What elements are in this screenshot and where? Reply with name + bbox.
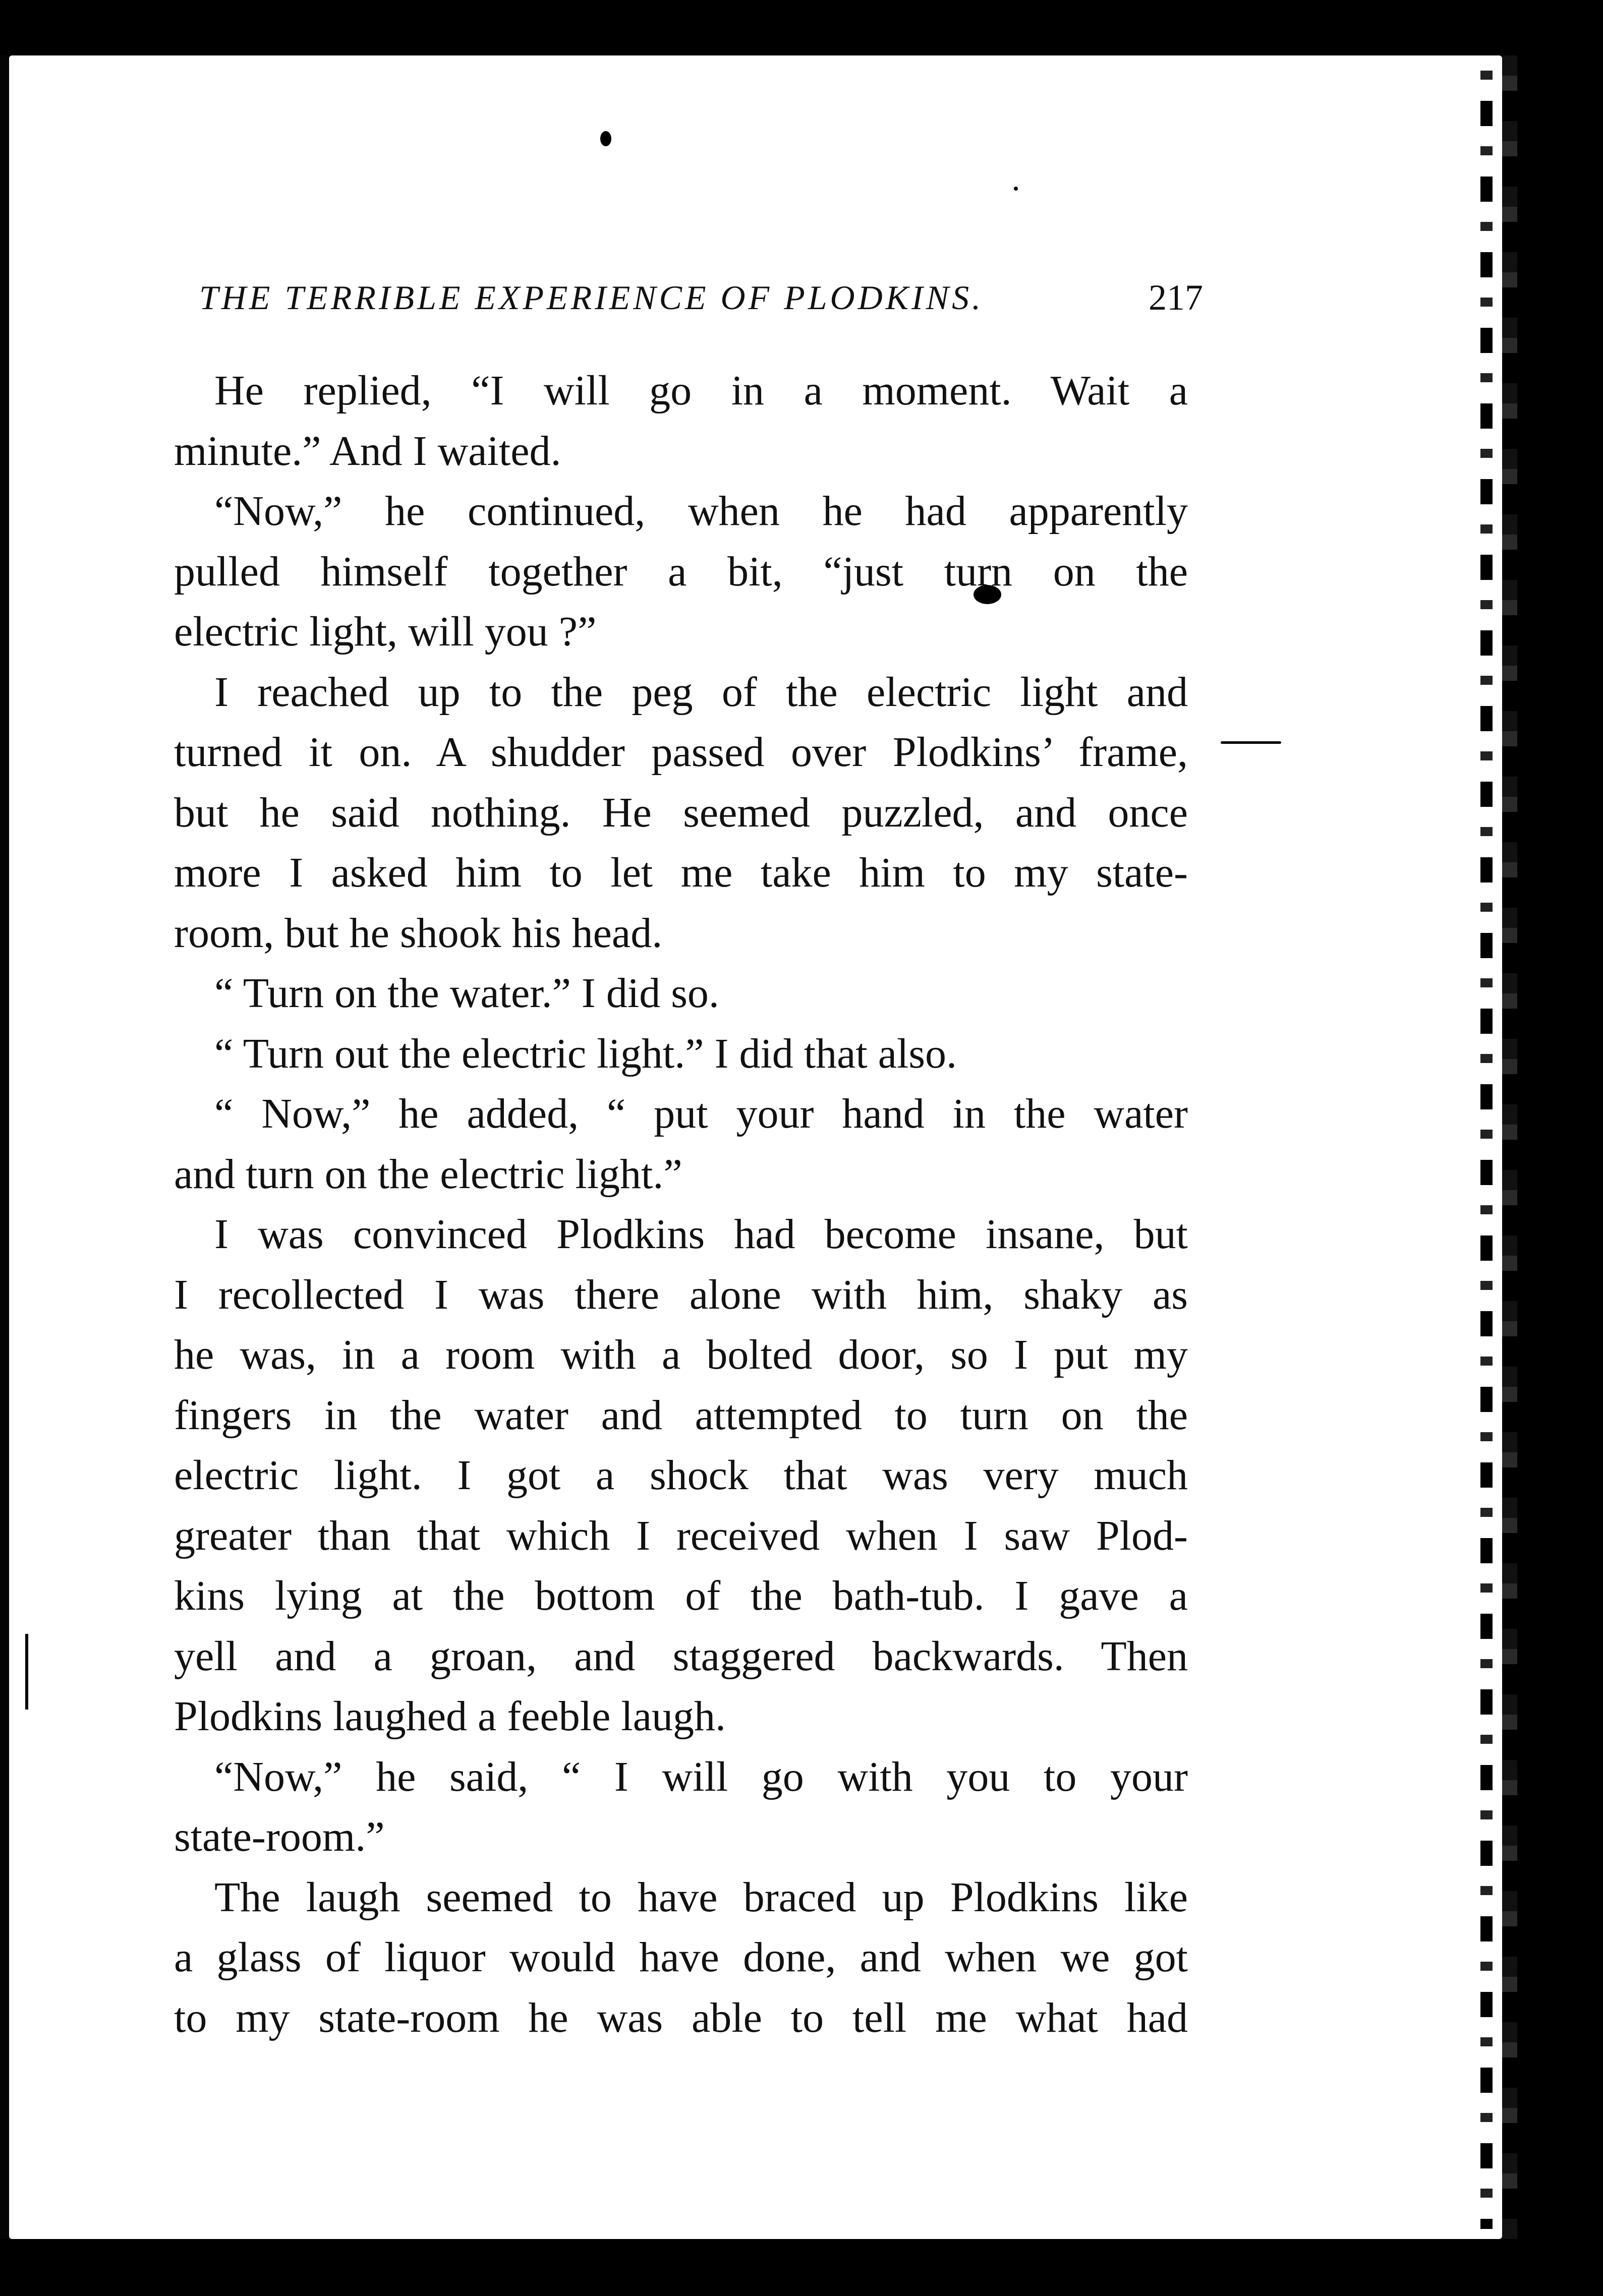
text-line: “Now,” he continued, when he had apparently xyxy=(214,488,1188,535)
text-line: I reached up to the peg of the electric light and xyxy=(214,668,1188,716)
text-line: electric light. I got a shock that was very much xyxy=(174,1452,1188,1499)
page-bottom-shadow xyxy=(0,2239,1603,2296)
text-line: “ Turn on the water.” I did so. xyxy=(214,970,719,1017)
text-line: fingers in the water and attempted to turn on the xyxy=(174,1391,1188,1439)
text-line: The laugh seemed to have braced up Plodkins like xyxy=(214,1873,1188,1921)
text-line: yell and a groan, and staggered backwards. Then xyxy=(174,1632,1188,1680)
text-line: more I asked him to let me take him to my state- xyxy=(174,849,1188,896)
scan-speck xyxy=(600,131,611,146)
text-line: he was, in a room with a bolted door, so I put my xyxy=(174,1331,1188,1378)
text-line: state-room.” xyxy=(174,1813,385,1860)
text-line: He replied, “I will go in a moment. Wait a xyxy=(214,367,1188,414)
text-line: electric light, will you ?” xyxy=(174,608,597,655)
scan-streak xyxy=(1221,741,1281,744)
text-line: a glass of liquor would have done, and when we got xyxy=(174,1934,1188,1981)
page-right-edge xyxy=(1502,55,1517,2239)
scan-streak xyxy=(1480,71,1493,2229)
text-line: pulled himself together a bit, “just turn on the xyxy=(174,548,1188,595)
scan-streak xyxy=(25,1634,28,1710)
text-line: minute.” And I waited. xyxy=(174,427,561,475)
page-left-shadow xyxy=(0,55,9,2239)
text-line: but he said nothing. He seemed puzzled, and once xyxy=(174,789,1188,836)
page-number: 217 xyxy=(1149,277,1203,318)
text-line: Plodkins laughed a feeble laugh. xyxy=(174,1693,726,1740)
text-line: “ Turn out the electric light.” I did that also. xyxy=(214,1030,957,1077)
text-line: room, but he shook his head. xyxy=(174,909,663,957)
running-title: THE TERRIBLE EXPERIENCE OF PLODKINS. xyxy=(199,278,984,317)
text-line: greater than that which I received when I saw Plod- xyxy=(174,1512,1188,1559)
text-line: kins lying at the bottom of the bath-tub. I gave a xyxy=(174,1572,1188,1619)
text-line: I recollected I was there alone with him, shaky as xyxy=(174,1271,1188,1318)
text-line: turned it on. A shudder passed over Plodkins’ frame, xyxy=(174,729,1188,776)
scan-speck xyxy=(1014,187,1018,191)
text-line: “ Now,” he added, “ put your hand in the water xyxy=(214,1090,1188,1137)
text-line: “Now,” he said, “ I will go with you to your xyxy=(214,1753,1188,1800)
text-line: I was convinced Plodkins had become insane, but xyxy=(214,1211,1188,1258)
body-text xyxy=(174,361,1188,2048)
running-header xyxy=(199,272,1203,323)
text-line: to my state-room he was able to tell me what had xyxy=(174,1994,1188,2041)
text-line: and turn on the electric light.” xyxy=(174,1150,682,1198)
